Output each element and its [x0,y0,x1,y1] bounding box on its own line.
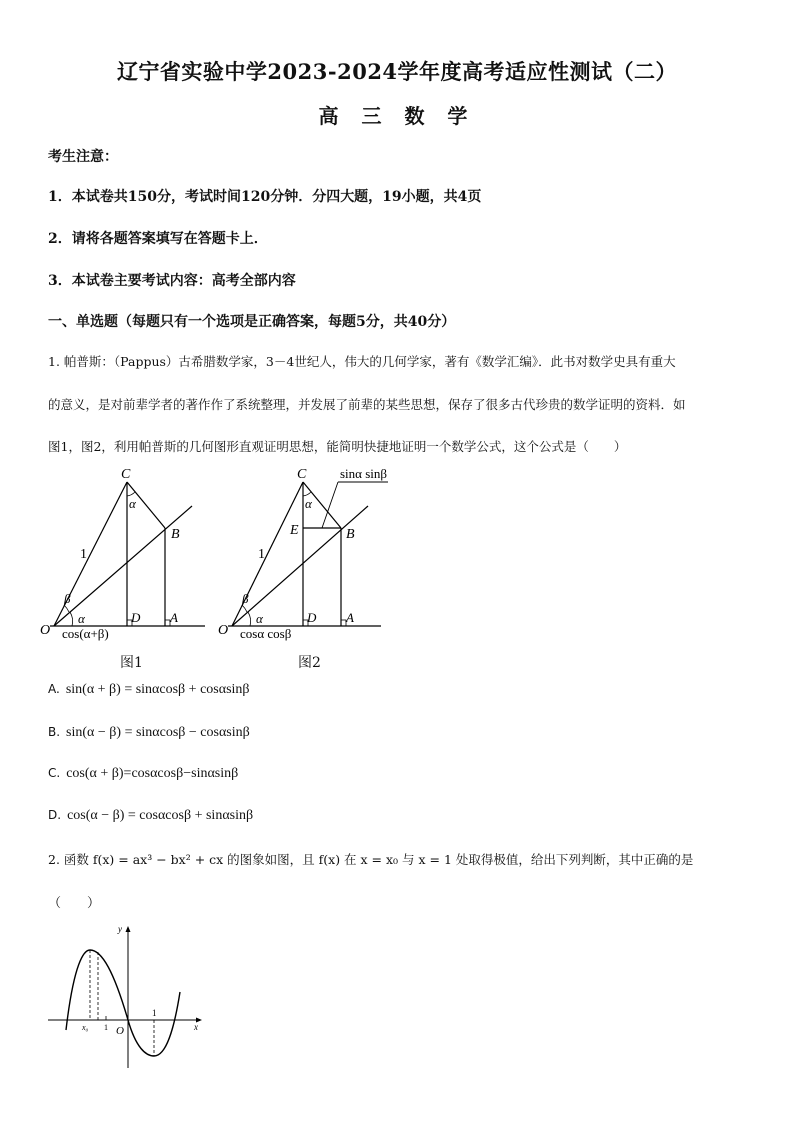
q1-option-d-text: cos(α − β) = cosαcosβ + sinαsinβ [67,808,254,823]
figure-2 [218,462,388,642]
fig2-angle-beta: β [242,591,249,606]
fig1-angle-beta: β [64,591,71,606]
q1-line-3: 图1，图2，利用帕普斯的几何图形直观证明思想，能简明快捷地证明一个数学公式，这个公式是（ ） [48,439,627,454]
fig2-angle-alpha: α [256,611,263,626]
fig1-length-one: 1 [80,547,87,562]
fig1-label-b: B [171,527,180,542]
q2-axis-x-label: x [194,1022,198,1032]
fig1-label-o: O [40,623,51,638]
q1-option-c-text: cos(α + β)=cosαcosβ−sinαsinβ [66,766,239,781]
notice-item-3: 3．本试卷主要考试内容：高考全部内容 [48,273,296,289]
q1-option-a-text: sin(α + β) = sinαcosβ + cosαsinβ [65,682,250,697]
q2-origin-label: O [116,1025,124,1037]
q1-option-a-label: A. [48,682,60,696]
exam-title: 辽宁省实验中学2023-2024学年度高考适应性测试（二） [116,59,678,84]
fig2-label-d: D [307,610,317,625]
q1-option-b-label: B. [48,725,61,739]
figure-1 [40,462,210,642]
fig1-caption: 图1 [120,655,143,671]
fig2-label-a: A [346,610,354,625]
q2-function-graph [44,922,214,1072]
q2-neg-one-label: 1 [104,1023,108,1032]
fig2-label-e: E [290,523,299,538]
fig2-caption: 图2 [298,655,321,671]
q1-option-c-label: C. [48,766,61,780]
fig1-label-d: D [131,610,141,625]
q1-option-b-text: sin(α − β) = sinαcosβ − cosαsinβ [66,725,250,740]
q2-paren: （ ） [48,896,101,911]
q2-one-label: 1 [152,1008,157,1018]
q1-option-d[interactable] [48,808,253,824]
fig2-callout-label: sinα sinβ [340,466,388,481]
fig2-angle-alpha-top: α [305,496,312,511]
fig2-label-b: B [346,527,355,542]
fig1-label-c: C [121,467,131,482]
fig2-length-one: 1 [258,547,265,562]
q1-option-b[interactable] [48,725,250,741]
q2-axis-y-label: y [118,924,122,934]
q1-line-1: 1. 帕普斯：（Pappus）古希腊数学家，3－4世纪人，伟大的几何学家，著有《数学汇编》．此书对数学史具有重大 [48,354,676,369]
notice-item-1: 1．本试卷共150分，考试时间120分钟．分四大题，19小题，共4页 [48,189,482,205]
q1-line-2: 的意义，是对前辈学者的著作作了系统整理，并发展了前辈的某些思想，保存了很多古代珍贵的数学证明的资料．如 [48,397,686,412]
q1-option-c[interactable] [48,766,238,782]
fig2-bottom-label: cosα cosβ [240,626,292,641]
notice-item-2: 2．请将各题答案填写在答题卡上． [48,231,268,247]
fig1-label-a: A [170,610,178,625]
fig2-label-o: O [218,623,229,638]
section1-heading: 一、单选题（每题只有一个选项是正确答案，每题5分，共40分） [48,314,456,330]
notice-heading: 考生注意： [48,149,118,165]
exam-subject: 高 三 数 学 [318,104,476,128]
fig1-bottom-label: cos(α+β) [62,626,109,641]
q2-line: 2. 函数 f(x) = ax³ − bx² + cx 的图象如图，且 f(x) 在 x = x₀ 与 x = 1 处取得极值，给出下列判断，其中正确的是 [48,852,694,867]
q2-x0-label: x₀ [82,1023,89,1032]
fig1-angle-alpha: α [78,611,85,626]
q1-option-d-label: D. [48,808,62,822]
fig2-label-c: C [297,467,307,482]
q1-option-a[interactable] [48,682,250,698]
fig1-angle-alpha-top: α [129,496,136,511]
